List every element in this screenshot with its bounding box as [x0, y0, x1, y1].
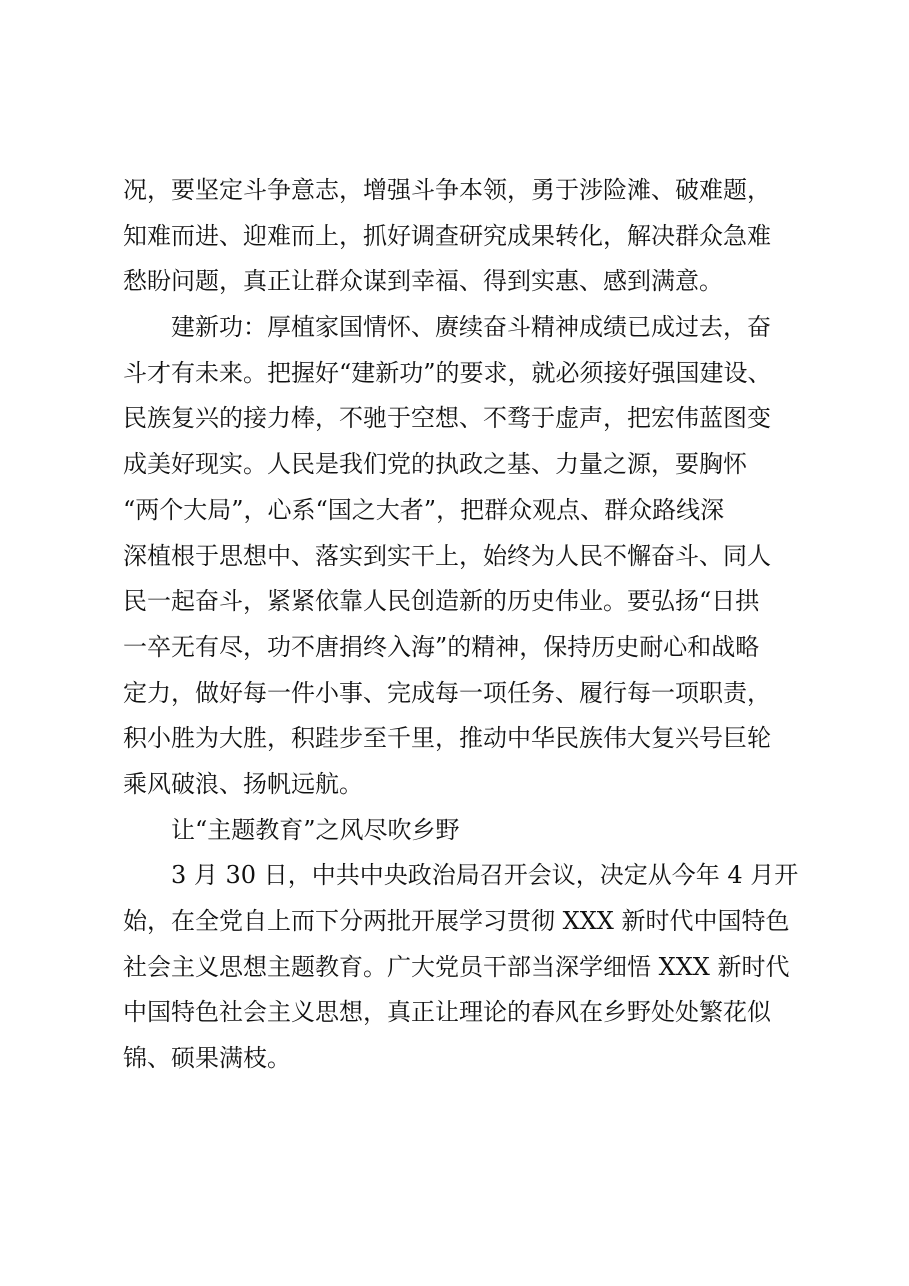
- text-line: 始，在全党自上而下分两批开展学习贯彻 XXX 新时代中国特色: [123, 907, 790, 935]
- text-line: 一卒无有尽，功不唐捐终入海”的精神，保持历史耐心和战略: [123, 632, 760, 661]
- text-line: 况，要坚定斗争意志，增强斗争本领，勇于涉险滩、破难题，: [123, 176, 771, 204]
- text-line: 斗才有未来。把握好“建新功”的要求，就必须接好强国建设、: [123, 358, 772, 387]
- text-line: 积小胜为大胜，积跬步至千里，推动中华民族伟大复兴号巨轮: [123, 724, 771, 753]
- paragraph-start-line: 建新功：厚植家国情怀、赓续奋斗精神成绩已成过去，奋: [171, 313, 771, 342]
- text-line: 锦、硕果满枝。: [123, 1044, 291, 1073]
- document-body: [123, 168, 803, 1082]
- text-line: 民族复兴的接力棒，不驰于空想、不骛于虚声，把宏伟蓝图变: [123, 404, 771, 433]
- text-line: 中国特色社会主义思想，真正让理论的春风在乡野处处繁花似: [123, 998, 771, 1027]
- text-line: 知难而进、迎难而上，抓好调查研究成果转化，解决群众急难: [123, 221, 771, 250]
- text-line: 定力，做好每一件小事、完成每一项任务、履行每一项职责，: [123, 678, 771, 707]
- text-line: 乘风破浪、扬帆远航。: [123, 769, 363, 798]
- text-line: “两个大局”，心系“国之大者”，把群众观点、群众路线深: [123, 495, 725, 524]
- text-line: 成美好现实。人民是我们党的执政之基、力量之源，要胸怀: [123, 450, 747, 479]
- paragraph-start-line: 3 月 30 日，中共中央政治局召开会议，决定从今年 4 月开: [171, 861, 799, 890]
- text-line: 深植根于思想中、落实到实干上，始终为人民不懈奋斗、同人: [123, 541, 771, 570]
- text-line: 社会主义思想主题教育。广大党员干部当深学细悟 XXX 新时代: [123, 952, 790, 981]
- text-line: 愁盼问题，真正让群众谋到幸福、得到实惠、感到满意。: [123, 267, 723, 296]
- text-line: 民一起奋斗，紧紧依靠人民创造新的历史伟业。要弘扬“日拱: [123, 587, 760, 616]
- section-heading: 让“主题教育”之风尽吹乡野: [171, 815, 460, 844]
